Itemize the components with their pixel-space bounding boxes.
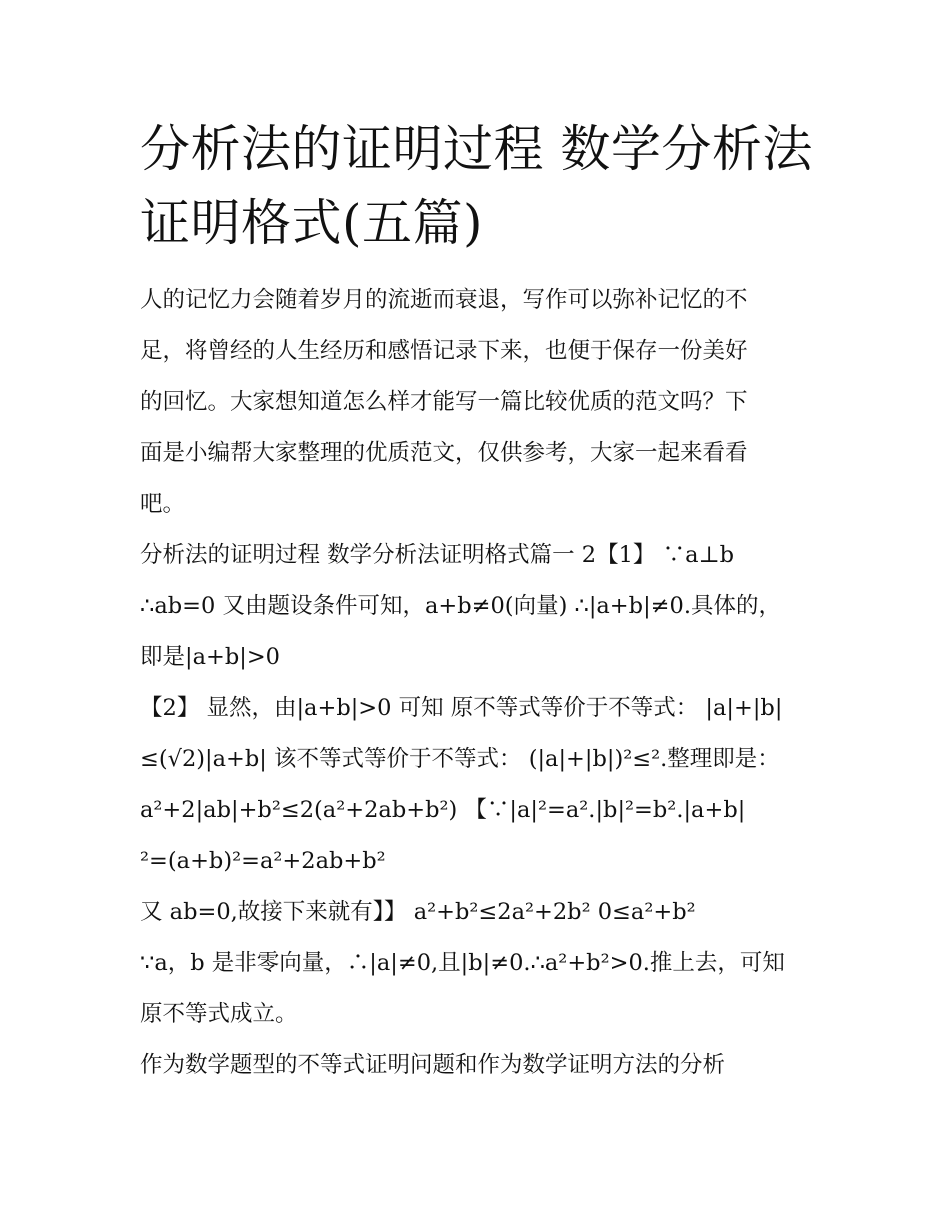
- proof-conclusion-paragraph: [140, 892, 820, 1045]
- text-line: 的回忆。大家想知道怎么样才能写一篇比较优质的范文吗？下: [140, 389, 748, 415]
- text-line: 人的记忆力会随着岁月的流逝而衰退，写作可以弥补记忆的不: [140, 287, 748, 313]
- text-line: 作为数学题型的不等式证明问题和作为数学证明方法的分析: [140, 1052, 726, 1078]
- document-body: [140, 280, 820, 1096]
- text-line: 原不等式成立。: [140, 1001, 298, 1027]
- intro-paragraph: [140, 280, 820, 535]
- text-line: 分析法的证明过程 数学分析法证明格式篇一 2【1】 ∵a⊥b: [140, 542, 735, 568]
- text-line: a²+2|ab|+b²≤2(a²+2ab+b²) 【∵|a|²=a².|b|²=b².|a+b|: [140, 797, 746, 823]
- text-line: ∴ab=0 又由题设条件可知，a+b≠0(向量) ∴|a+b|≠0.具体的，: [140, 593, 781, 619]
- title-line: 分析法的证明过程 数学分析法: [140, 120, 813, 178]
- text-line: ²=(a+b)²=a²+2ab+b²: [140, 848, 386, 874]
- text-line: ∵a，b 是非零向量，∴|a|≠0,且|b|≠0.∴a²+b²>0.推上去，可知: [140, 950, 785, 976]
- text-line: 即是|a+b|>0: [140, 644, 280, 670]
- text-line: ≤(√2)|a+b| 该不等式等价于不等式： (|a|+|b|)²≤².整理即是：: [140, 746, 780, 772]
- text-line: 吧。: [140, 491, 186, 517]
- proof-step-1-paragraph: [140, 535, 820, 688]
- text-line: 【2】 显然，由|a+b|>0 可知 原不等式等价于不等式： |a|+|b|: [140, 695, 783, 721]
- text-line: 又 ab=0,故接下来就有】】 a²+b²≤2a²+2b² 0≤a²+b²: [140, 899, 696, 925]
- proof-step-2-paragraph: [140, 688, 820, 892]
- text-line: 面是小编帮大家整理的优质范文，仅供参考，大家一起来看看: [140, 440, 748, 466]
- text-line: 足，将曾经的人生经历和感悟记录下来，也便于保存一份美好: [140, 338, 748, 364]
- closing-paragraph: [140, 1045, 820, 1096]
- title-line: 证明格式(五篇): [140, 194, 484, 252]
- document-title: [140, 112, 820, 260]
